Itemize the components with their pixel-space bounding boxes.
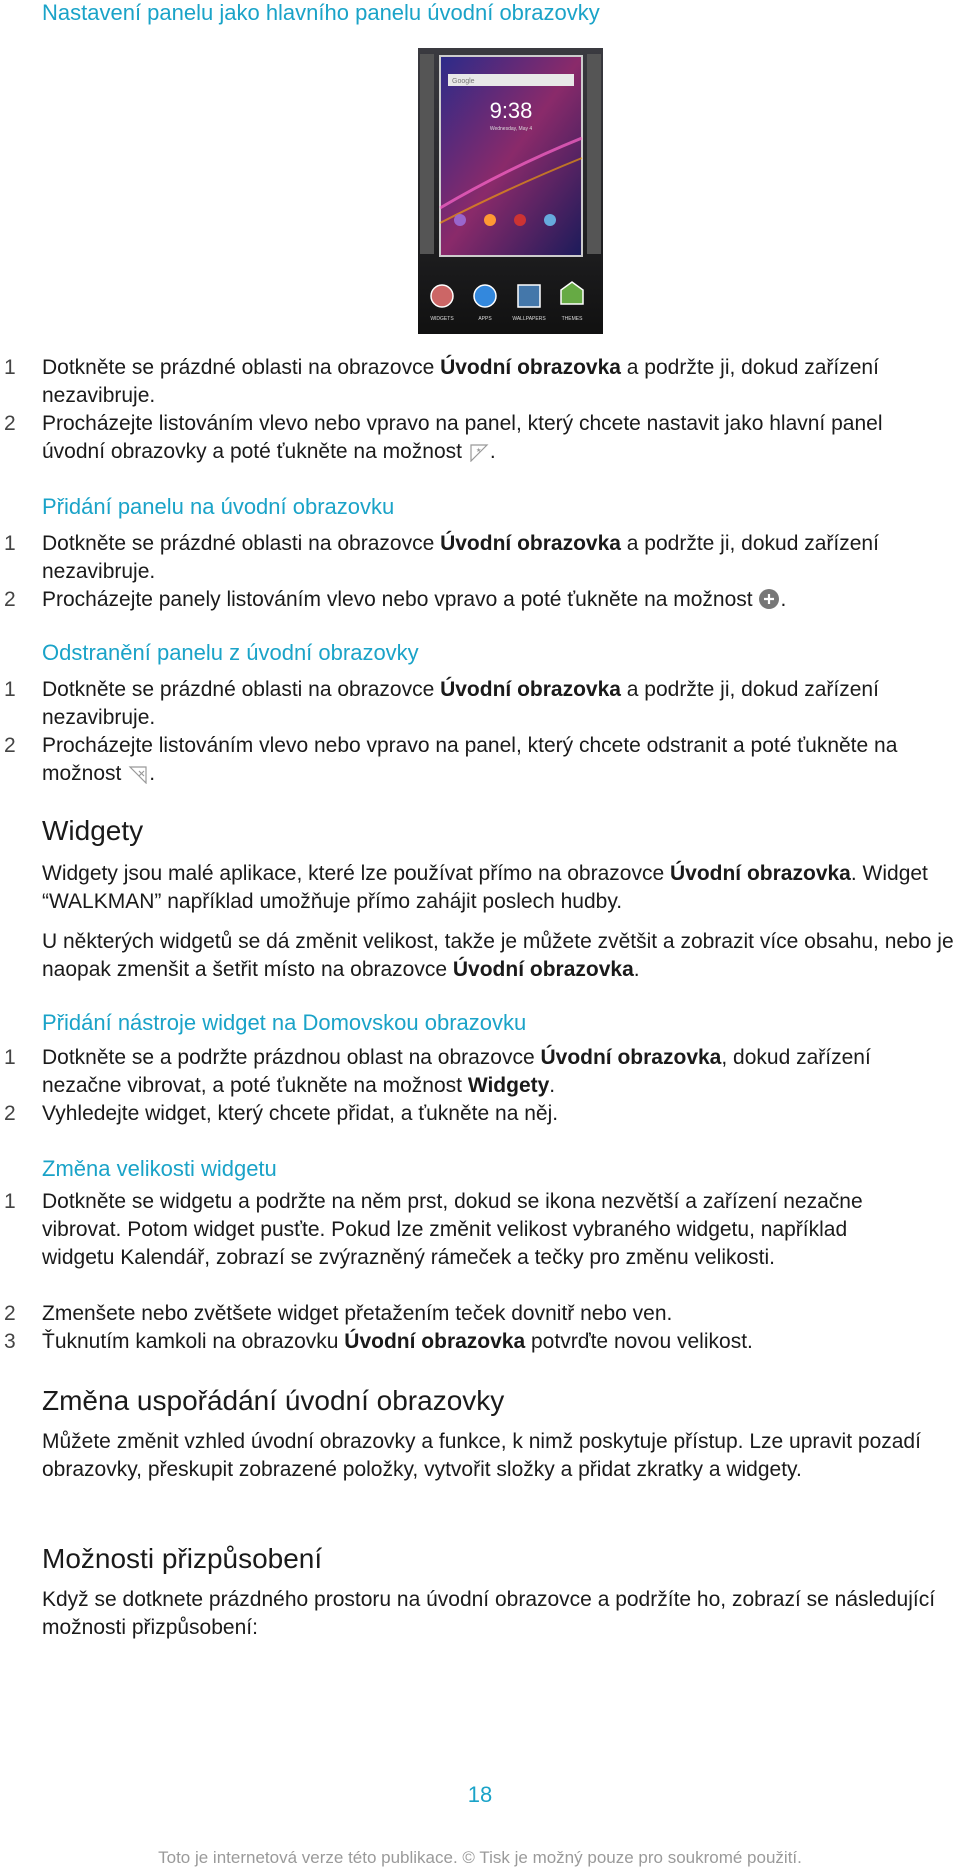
section-heading-add-panel: Přidání panelu na úvodní obrazovku (42, 494, 395, 519)
section-heading-customization-options: Možnosti přizpůsobení (42, 1543, 323, 1574)
phone-search-label: Google (452, 78, 475, 85)
svg-text:APPS: APPS (478, 316, 492, 322)
paragraph: Můžete změnit vzhled úvodní obrazovky a funkce, k nimž poskytuje přístup. Lze upravit pozadí obrazovky, přeskupit zobrazené položky, vytvořit složky a přidat zkratky a widgety. (42, 1430, 921, 1481)
manual-page: Nastavení panelu jako hlavního panelu úvodní obrazovky Google 9:38 Wednesday, May 4 WIDGETS APPS WALLPAPERS THEMES 1 Dotkněte se prázdné oblasti na obrazovce Úvodní obrazovka a podržte ji, dokud zařízení nezavibruje. 2 Procházejte listováním vlevo nebo vpravo na panel, který chcete nastavit jako hlavní panel úvodní obrazovky a poté ťukněte na možnost ★ . Přidání panelu na úvodní obrazovku 1 Dotkněte se prázdné oblasti na obrazovce Úvodní obrazovka a podržte ji, dokud zařízení nezavibruje. 2 Procházejte panely listováním vlevo nebo vpravo a poté ťukněte na možnost . Odstranění panelu z úvodní obrazovky 1 Dotkněte se prázdné oblasti na obrazovce Úvodní obrazovka a podržte ji, dokud zařízení nezavibruje. 2 Procházejte listováním vlevo nebo vpravo na panel, který chcete odstranit a poté ťukněte na možnost . Widgety Widgety jsou malé aplikace, které lze používat přímo na obrazovce Úvodní obrazovka. Widget “WALKMAN” například umožňuje přímo zahájit poslech hudby. U některých widgetů se dá změnit velikost, takže je můžete zvětšit a zobrazit více obsahu, nebo je naopak zmenšit a šetřit místo na obrazovce Úvodní obrazovka. Přidání nástroje widget na Domovskou obrazovku 1 Dotkněte se a podržte prázdnou oblast na obrazovce Úvodní obrazovka, dokud zařízení nezačne vibrovat, a poté ťukněte na možnost Widgety. 2 Vyhledejte widget, který chcete přidat, a ťukněte na něj. Změna velikosti widgetu 1 Dotkněte se widgetu a podržte na něm prst, dokud se ikona nezvětší a zařízení nezačne vibrovat. Potom widget pusťte. Pokud lze změnit velikost vybraného widgetu, například widgetu Kalendář, zobrazí se zvýrazněný rámeček a tečky pro změnu velikosti. 2 Zmenšete nebo zvětšete widget přetažením teček dovnitř nebo ven. 3 Ťuknutím kamkoli na obrazovku Úvodní obrazovka potvrďte novou velikost. Změna uspořádání úvodní obrazovky Můžete změnit vzhled úvodní obrazovky a funkce, k nimž poskytuje přístup. Lze upravit pozadí obrazovky, přeskupit zobrazené položky, vytvořit složky a přidat zkratky a widgety. Možnosti přizpůsobení Když se dotknete prázdného prostoru na úvodní obrazovce a podržíte ho, zobrazí se následující možnosti přizpůsobení: 18 Toto je internetová verze této publikace. © Tisk je možný pouze pro soukromé použití. (0, 0, 960, 1874)
svg-text:WIDGETS: WIDGETS (430, 316, 454, 322)
phone-date: Wednesday, May 4 (489, 126, 533, 132)
home-screen-illustration (418, 48, 603, 334)
apps-dock-icon (474, 285, 496, 307)
section-heading-rearrange-home: Změna uspořádání úvodní obrazovky (42, 1385, 505, 1416)
paragraph: Když se dotknete prázdného prostoru na úvodní obrazovce a podržíte ho, zobrazí se následující možnosti přizpůsobení: (42, 1588, 936, 1639)
footer-note: Toto je internetová verze této publikace. © Tisk je možný pouze pro soukromé použití. (158, 1848, 802, 1867)
page-number: 18 (467, 1782, 493, 1807)
home-star-icon (468, 440, 490, 462)
svg-text:THEMES: THEMES (561, 316, 583, 322)
section-heading-remove-panel: Odstranění panelu z úvodní obrazovky (42, 640, 419, 665)
svg-text:★: ★ (475, 447, 482, 454)
section-heading-widgets: Widgety (42, 815, 144, 846)
section-heading-set-main-panel: Nastavení panelu jako hlavního panelu úvodní obrazovky (42, 0, 600, 25)
section-heading-resize-widget: Změna velikosti widgetu (42, 1156, 277, 1181)
wallpapers-dock-icon (518, 285, 540, 307)
delete-panel-icon (127, 762, 149, 784)
widgets-dock-icon (431, 285, 453, 307)
paragraph: U některých widgetů se dá změnit velikost, takže je můžete zvětšit a zobrazit více obsahu, nebo je naopak zmenšit a šetřit místo na obrazovce Úvodní obrazovka. (42, 930, 954, 981)
phone-clock: 9:38 (489, 98, 533, 123)
paragraph: Widgety jsou malé aplikace, které lze používat přímo na obrazovce Úvodní obrazovka. Widget “WALKMAN” například umožňuje přímo zahájit poslech hudby. (42, 862, 928, 913)
svg-text:WALLPAPERS: WALLPAPERS (512, 316, 546, 322)
plus-circle-icon (758, 588, 780, 610)
section-heading-add-widget: Přidání nástroje widget na Domovskou obrazovku (42, 1010, 527, 1035)
